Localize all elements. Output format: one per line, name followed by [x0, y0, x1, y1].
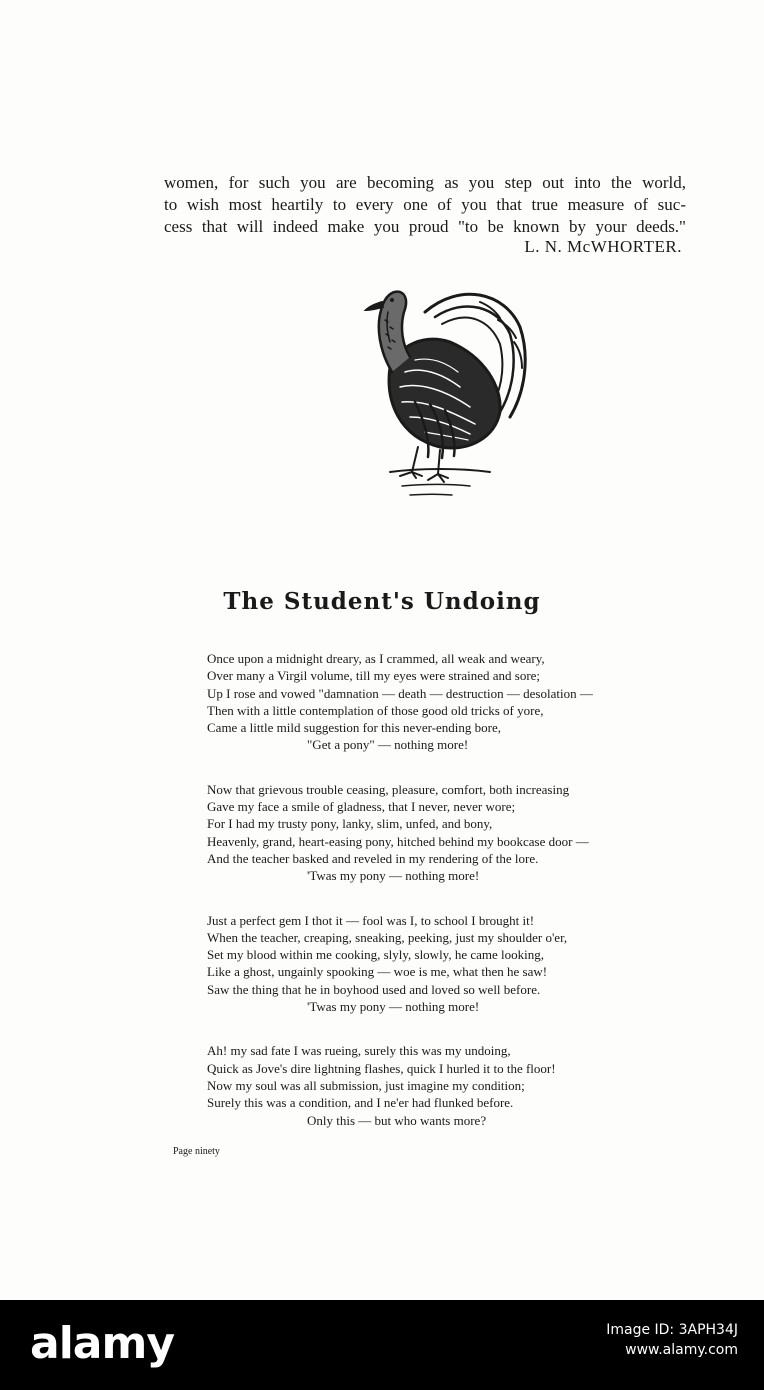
alamy-logo: alamy — [30, 1318, 174, 1369]
poem-line: Like a ghost, ungainly spooking — woe is me, what then he saw! — [207, 964, 548, 980]
stanza — [207, 1042, 707, 1128]
poem-refrain: 'Twas my pony — nothing more! — [307, 999, 480, 1015]
turkey-illustration — [330, 272, 530, 502]
poem-line: Set my blood within me cooking, slyly, slowly, he came looking, — [207, 947, 545, 963]
intro-paragraph — [164, 172, 686, 238]
poem-line: Up I rose and vowed "damnation — death — destruction — desolation — — [207, 685, 593, 701]
poem-line: For I had my trusty pony, lanky, slim, unfed, and bony, — [207, 816, 493, 832]
poem-line: Once upon a midnight dreary, as I crammed, all weak and weary, — [207, 651, 545, 666]
poem-line: Saw the thing that he in boyhood used and loved so well before. — [207, 981, 541, 997]
poem-refrain: 'Twas my pony — nothing more! — [307, 868, 480, 884]
signature: L. N. McWHORTER. — [524, 237, 682, 256]
site-url: www.alamy.com — [625, 1342, 738, 1358]
stanza — [207, 650, 707, 754]
poem — [207, 650, 707, 1129]
poem-line: Came a little mild suggestion for this never-ending bore, — [207, 720, 501, 736]
poem-line: Just a perfect gem I thot it — fool was I, to school I brought it! — [207, 912, 535, 928]
stanza — [207, 781, 707, 885]
poem-refrain: Only this — but who wants more? — [307, 1112, 487, 1128]
poem-line: Over many a Virgil volume, till my eyes were strained and sore; — [207, 668, 541, 684]
page-number: Page ninety — [173, 1146, 220, 1157]
intro-line: cess that will indeed make you proud "to be known by your deeds." — [164, 217, 686, 236]
intro-line: to wish most heartily to every one of you that true measure of suc- — [164, 195, 686, 214]
watermark-footer — [0, 1300, 764, 1390]
poem-title: The Student's Undoing — [223, 588, 541, 615]
image-id: Image ID: 3APH34J — [606, 1322, 738, 1338]
stanza — [207, 912, 707, 1016]
poem-line: Then with a little contemplation of those good old tricks of yore, — [207, 702, 544, 718]
poem-line: And the teacher basked and reveled in my rendering of the lore. — [207, 850, 539, 866]
poem-line: Ah! my sad fate I was rueing, surely this was my undoing, — [207, 1043, 511, 1059]
poem-line: Now my soul was all submission, just imagine my condition; — [207, 1077, 525, 1093]
image-info — [606, 1320, 738, 1360]
poem-line: When the teacher, creaping, sneaking, peeking, just my shoulder o'er, — [207, 929, 568, 945]
poem-line: Surely this was a condition, and I ne'er had flunked before. — [207, 1095, 514, 1111]
intro-line: women, for such you are becoming as you step out into the world, — [164, 173, 686, 192]
poem-line: Gave my face a smile of gladness, that I never, never wore; — [207, 799, 516, 815]
poem-line: Quick as Jove's dire lightning flashes, quick I hurled it to the floor! — [207, 1060, 556, 1076]
poem-line: Heavenly, grand, heart-easing pony, hitched behind my bookcase door — — [207, 833, 589, 849]
poem-line: Now that grievous trouble ceasing, pleasure, comfort, both increasing — [207, 781, 570, 797]
poem-refrain: "Get a pony" — nothing more! — [307, 737, 469, 753]
